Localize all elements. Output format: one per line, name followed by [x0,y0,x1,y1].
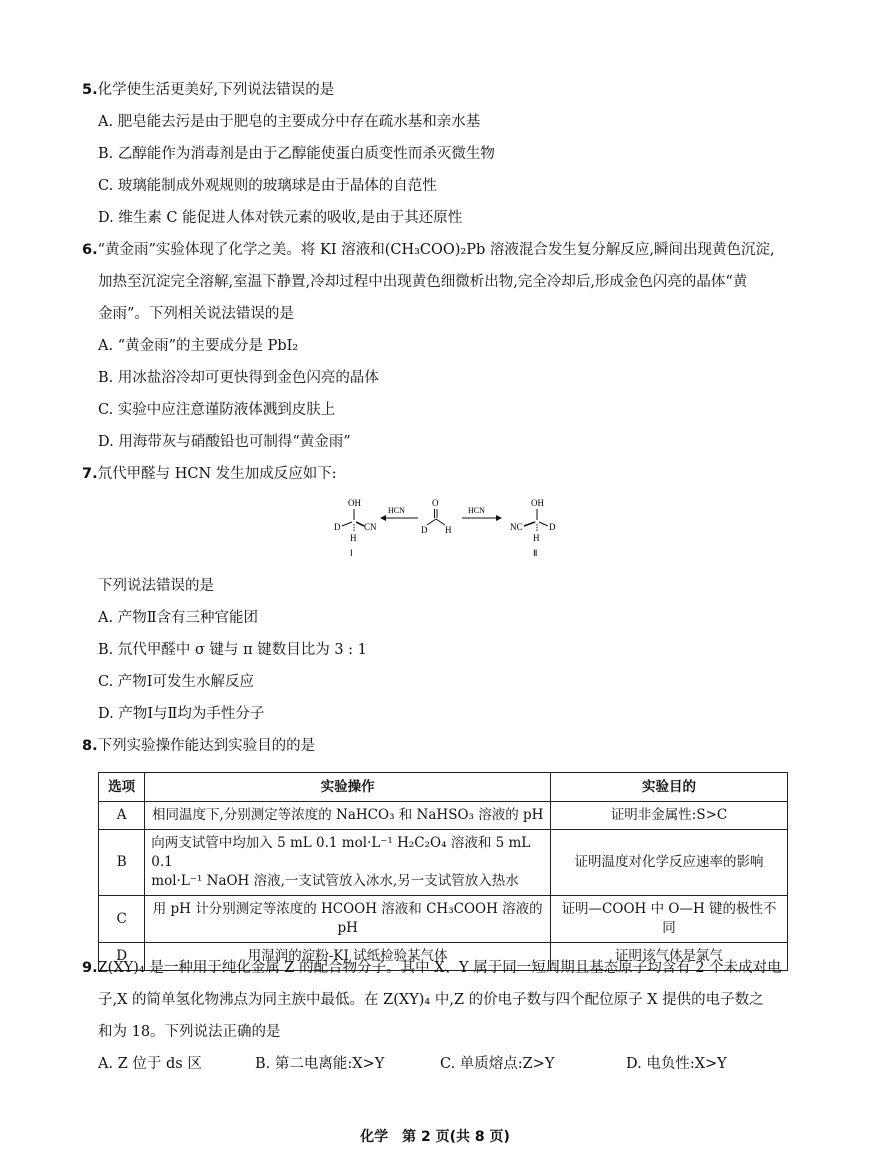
q7-stem: 7.氘代甲醛与 HCN 发生加成反应如下: [82,466,337,482]
q9-option-a[interactable]: A. Z 位于 ds 区 [98,1056,202,1072]
page-footer: 化学 第 2 页(共 8 页) [360,1129,510,1145]
aldehyde-d: D [421,525,428,535]
product-ii-oh: OH [531,498,544,508]
product-ii-bond-d [539,522,548,526]
q7-option-c[interactable]: C. 产物Ⅰ可发生水解反应 [98,674,255,690]
aldehyde-bond-d [427,519,436,525]
reaction-scheme-svg [330,494,560,562]
aldehyde-h: H [445,525,452,535]
q8-stem: 8.下列实验操作能达到实验目的的是 [82,738,316,754]
experiment-table [98,772,788,971]
row-operation: 相同温度下,分别测定等浓度的 NaHCO₃ 和 NaHSO₃ 溶液的 pH [145,802,551,830]
product-ii-h: H [533,533,540,543]
q7-option-a[interactable]: A. 产物Ⅱ含有三种官能团 [98,610,259,626]
q6-option-d[interactable]: D. 用海带灰与硝酸铅也可制得“黄金雨” [98,434,351,450]
row-option: C [99,896,145,943]
row-goal: 证明—COOH 中 O—H 键的极性不同 [551,896,788,943]
table-row[interactable] [99,896,788,943]
q9-stem-line3: 和为 18。下列说法正确的是 [98,1024,281,1040]
q6-option-a[interactable]: A. “黄金雨”的主要成分是 PbI₂ [98,338,299,354]
product-i-bond-cn [356,522,364,526]
q9-stem-line2: 子,X 的简单氢化物沸点为同主族中最低。在 Z(XY)₄ 中,Z 的价电子数与四个配位原子 X 提供的电子数之 [98,992,764,1008]
q9-stem-line1: 9.Z(XY)₄ 是一种用于纯化金属 Z 的配合物分子。其中 X、Y 属于同一短周期且基态原子均含有 2 个未成对电 [82,960,782,976]
arrow-right-head [496,515,502,521]
row-option: A [99,802,145,830]
arrow-left-head [380,515,386,521]
row-operation [145,830,551,896]
aldehyde-o: O [432,498,439,508]
q6-stem-line3: 金雨”。下列相关说法错误的是 [98,306,294,322]
q7-option-b[interactable]: B. 氘代甲醛中 σ 键与 π 键数目比为 3 : 1 [98,642,367,658]
row-option: B [99,830,145,896]
product-i-oh: OH [348,498,361,508]
q5-option-a[interactable]: A. 肥皂能去污是由于肥皂的主要成分中存在疏水基和亲水基 [98,114,481,130]
reaction-scheme [330,494,560,562]
aldehyde-bond-h [436,519,445,525]
row-operation-line2: mol·L⁻¹ NaOH 溶液,一支试管放入冰水,另一支试管放入热水 [151,873,519,889]
col-header-operation: 实验操作 [145,773,551,802]
row-operation-line1: 向两支试管中均加入 5 mL 0.1 mol·L⁻¹ H₂C₂O₄ 溶液和 5 mL 0.1 [151,835,531,870]
q6-option-b[interactable]: B. 用冰盐浴冷却可更快得到金色闪亮的晶体 [98,370,379,386]
row-goal: 证明温度对化学反应速率的影响 [551,830,788,896]
q5-option-c[interactable]: C. 玻璃能制成外观规则的玻璃球是由于晶体的自范性 [98,178,437,194]
row-goal: 证明该气体是氯气 [551,943,788,971]
row-goal: 证明非金属性:S>C [551,802,788,830]
product-i-bond-d [342,522,352,526]
product-i-d: D [334,522,341,532]
q9-option-d[interactable]: D. 电负性:X>Y [626,1056,727,1072]
q9-option-b[interactable]: B. 第二电离能:X>Y [255,1056,385,1072]
q5-option-d[interactable]: D. 维生素 C 能促进人体对铁元素的吸收,是由于其还原性 [98,210,463,226]
table-row[interactable] [99,802,788,830]
q6-stem-line1: 6.“黄金雨”实验体现了化学之美。将 KI 溶液和(CH₃COO)₂Pb 溶液混合发生复分解反应,瞬间出现黄色沉淀, [82,242,775,258]
q6-stem-line2: 加热至沉淀完全溶解,室温下静置,冷却过程中出现黄色细微析出物,完全冷却后,形成金色闪亮的晶体“黄 [98,274,748,290]
product-i-h: H [350,533,357,543]
q9-option-c[interactable]: C. 单质熔点:Z>Y [440,1056,555,1072]
row-option: D [99,943,145,971]
q7-option-d[interactable]: D. 产物Ⅰ与Ⅱ均为手性分子 [98,706,265,722]
product-ii-d: D [549,522,556,532]
product-ii-label: Ⅱ [533,548,538,558]
q5-option-b[interactable]: B. 乙醇能作为消毒剂是由于乙醇能使蛋白质变性而杀灭微生物 [98,146,495,162]
col-header-option: 选项 [99,773,145,802]
q7-stem2: 下列说法错误的是 [98,578,214,594]
arrow-right-reagent: HCN [468,506,485,515]
q5-stem: 5.化学使生活更美好,下列说法错误的是 [82,82,335,98]
row-operation: 用 pH 计分别测定等浓度的 HCOOH 溶液和 CH₃COOH 溶液的 pH [145,896,551,943]
table-header-row [99,773,788,802]
row-operation: 用湿润的淀粉-KI 试纸检验某气体 [145,943,551,971]
product-ii-bond-nc [524,522,535,526]
product-i-cn: CN [364,522,377,532]
col-header-goal: 实验目的 [551,773,788,802]
table-row[interactable] [99,830,788,896]
q6-option-c[interactable]: C. 实验中应注意谨防液体溅到皮肤上 [98,402,336,418]
product-ii-nc: NC [510,522,523,532]
arrow-left-reagent: HCN [388,506,405,515]
product-i-label: Ⅰ [350,548,353,558]
